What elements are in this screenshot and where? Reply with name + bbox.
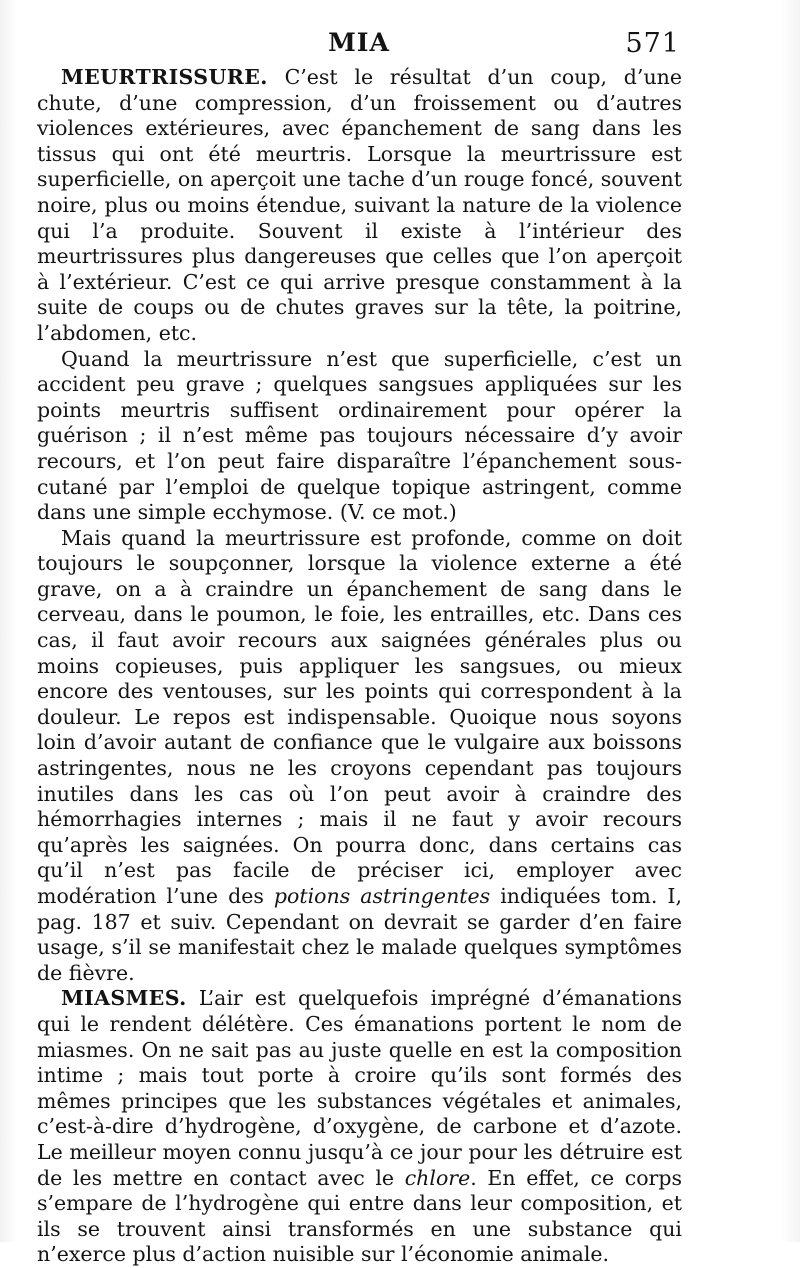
miasmes-definition-cont: . En effet, ce corps s’empare de l’hydrogène qui entre dans leur composition, et ils se trouvent ainsi transformés en une substance qui n’exerce plus d’action nuisible sur l’économie animale. <box>37 1165 682 1267</box>
headword-meurtrissure: MEURTRISSURE. <box>61 65 268 89</box>
page-number: 571 <box>625 28 680 59</box>
potions-astringentes-term: potions astringentes <box>273 884 491 908</box>
running-head <box>38 28 680 68</box>
meurtrissure-definition: C’est le résultat d’un coup, d’une chute, d’une compression, d’un froissement ou d’autres violences extérieures, avec épanchement de sang dans les tissus qui ont été meurtris. Lorsque la meurtrissure est superficielle, on aperçoit une tache d’un rouge foncé, souvent noire, plus ou moins étendue, suivant la nature de la violence qui l’a produite. Souvent il existe à l’intérieur des meurtrissures plus dangereuses que celles que l’on aperçoit à l’extérieur. C’est ce qui arrive presque constamment à la suite de coups ou de chutes graves sur la tête, la poitrine, l’abdomen, etc. <box>37 65 682 345</box>
miasmes-definition: L’air est quelquefois imprégné d’émanations qui le rendent délétère. Ces émanations portent le nom de miasmes. On ne sait pas au juste quelle en est la composition intime ; mais tout porte à croire qu’ils sont formés des mêmes principes que les substances végétales et animales, c’est-à-dire d’hydrogène, d’oxygène, de carbone et d’azote. Le meilleur moyen connu jusqu’à ce jour pour les détruire est de les mettre en contact avec le <box>37 986 682 1190</box>
running-head-title: MIA <box>328 28 390 57</box>
entry-meurtrissure-paragraph-1 <box>37 65 682 347</box>
headword-miasmes: MIASMES. <box>61 986 187 1011</box>
meurtrissure-treatment-text-cont: indiquées tom. I, pag. 187 et suiv. Cependant on devrait se garder d’en faire usage, s’il se manifestait chez le malade quelques symptômes de fièvre. <box>37 884 682 985</box>
entry-miasmes-paragraph-1 <box>37 986 682 1268</box>
entry-meurtrissure-paragraph-3 <box>37 526 682 987</box>
text-body <box>37 65 682 1268</box>
entry-meurtrissure-paragraph-2: Quand la meurtrissure n’est que superficielle, c’est un accident peu grave ; quelques sangsues appliquées sur les points meurtris suffisent ordinairement pour opérer la guérison ; il n’est même pas toujours nécessaire d’y avoir recours, et l’on peut faire disparaître l’épanchement sous-cutané par l’emploi de quelque topique astringent, comme dans une simple ecchymose. (V. ce mot.) <box>37 346 682 525</box>
chlore-term: chlore <box>404 1165 471 1190</box>
meurtrissure-treatment-text: Mais quand la meurtrissure est profonde, comme on doit toujours le soupçonner, lorsque la violence externe a été grave, on a à craindre un épanchement de sang dans le cerveau, dans le poumon, le foie, les entrailles, etc. Dans ces cas, il faut avoir recours aux saignées générales plus ou moins copieuses, puis appliquer les sangsues, ou mieux encore des ventouses, sur les points qui correspondent à la douleur. Le repos est indispensable. Quoique nous soyons loin d’avoir autant de confiance que le vulgaire aux boissons astringentes, nous ne les croyons cependant pas toujours inutiles dans les cas où l’on peut avoir à craindre des hémorrhagies internes ; mais il ne faut y avoir recours qu’après les saignées. On pourra donc, dans certains cas qu’il n’est pas facile de préciser ici, employer avec modération l’une des <box>37 525 682 908</box>
